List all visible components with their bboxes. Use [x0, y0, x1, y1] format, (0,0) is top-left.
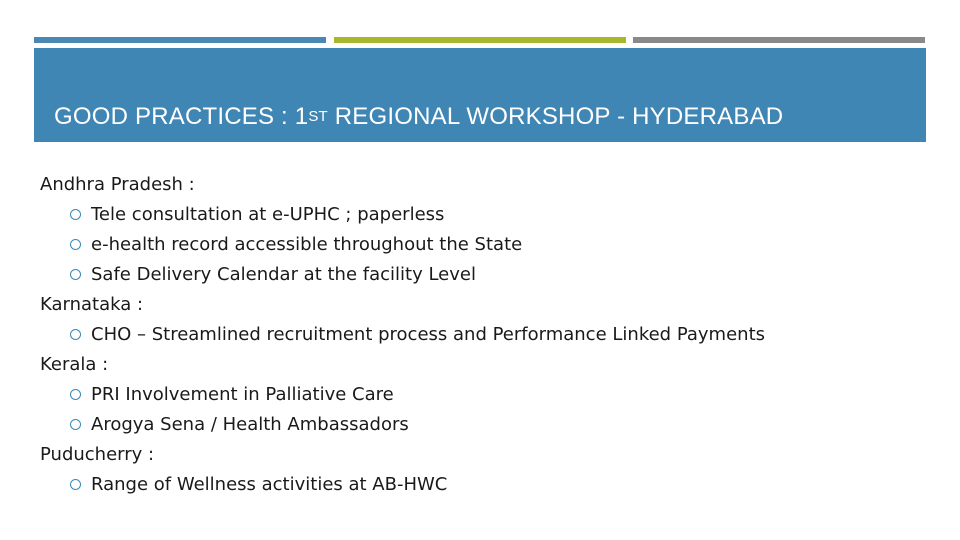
list-item-text: Tele consultation at e-UPHC ; paperless: [91, 204, 445, 225]
list-item: [40, 260, 940, 290]
content-list: [40, 170, 940, 500]
page-title: [54, 103, 783, 131]
title-text-rest: REGIONAL WORKSHOP - HYDERABAD: [327, 103, 784, 130]
circle-bullet-icon: [70, 329, 81, 340]
title-superscript: ST: [308, 108, 328, 125]
accent-bar-green: [334, 37, 626, 43]
list-item-text: PRI Involvement in Palliative Care: [91, 384, 394, 405]
state-heading-puducherry: Puducherry :: [40, 444, 155, 465]
accent-bar-gray: [633, 37, 925, 43]
list-item-text: Range of Wellness activities at AB-HWC: [91, 474, 448, 495]
circle-bullet-icon: [70, 209, 81, 220]
state-heading-andhra-pradesh: Andhra Pradesh :: [40, 174, 195, 195]
list-item: [40, 230, 940, 260]
state-heading-karnataka: Karnataka :: [40, 294, 144, 315]
circle-bullet-icon: [70, 269, 81, 280]
list-item-text: e-health record accessible throughout the State: [91, 234, 523, 255]
circle-bullet-icon: [70, 479, 81, 490]
list-item: [40, 200, 940, 230]
title-band: [34, 48, 926, 142]
circle-bullet-icon: [70, 419, 81, 430]
circle-bullet-icon: [70, 389, 81, 400]
list-item: [40, 320, 940, 350]
title-text-main: GOOD PRACTICES : 1: [54, 103, 309, 130]
accent-bar-blue: [34, 37, 326, 43]
list-item: [40, 470, 940, 500]
list-item-text: Arogya Sena / Health Ambassadors: [91, 414, 409, 435]
list-item-text: Safe Delivery Calendar at the facility Level: [91, 264, 476, 285]
circle-bullet-icon: [70, 239, 81, 250]
state-heading-kerala: Kerala :: [40, 354, 109, 375]
list-item-text: CHO – Streamlined recruitment process and Performance Linked Payments: [91, 324, 765, 345]
list-item: [40, 380, 940, 410]
list-item: [40, 410, 940, 440]
